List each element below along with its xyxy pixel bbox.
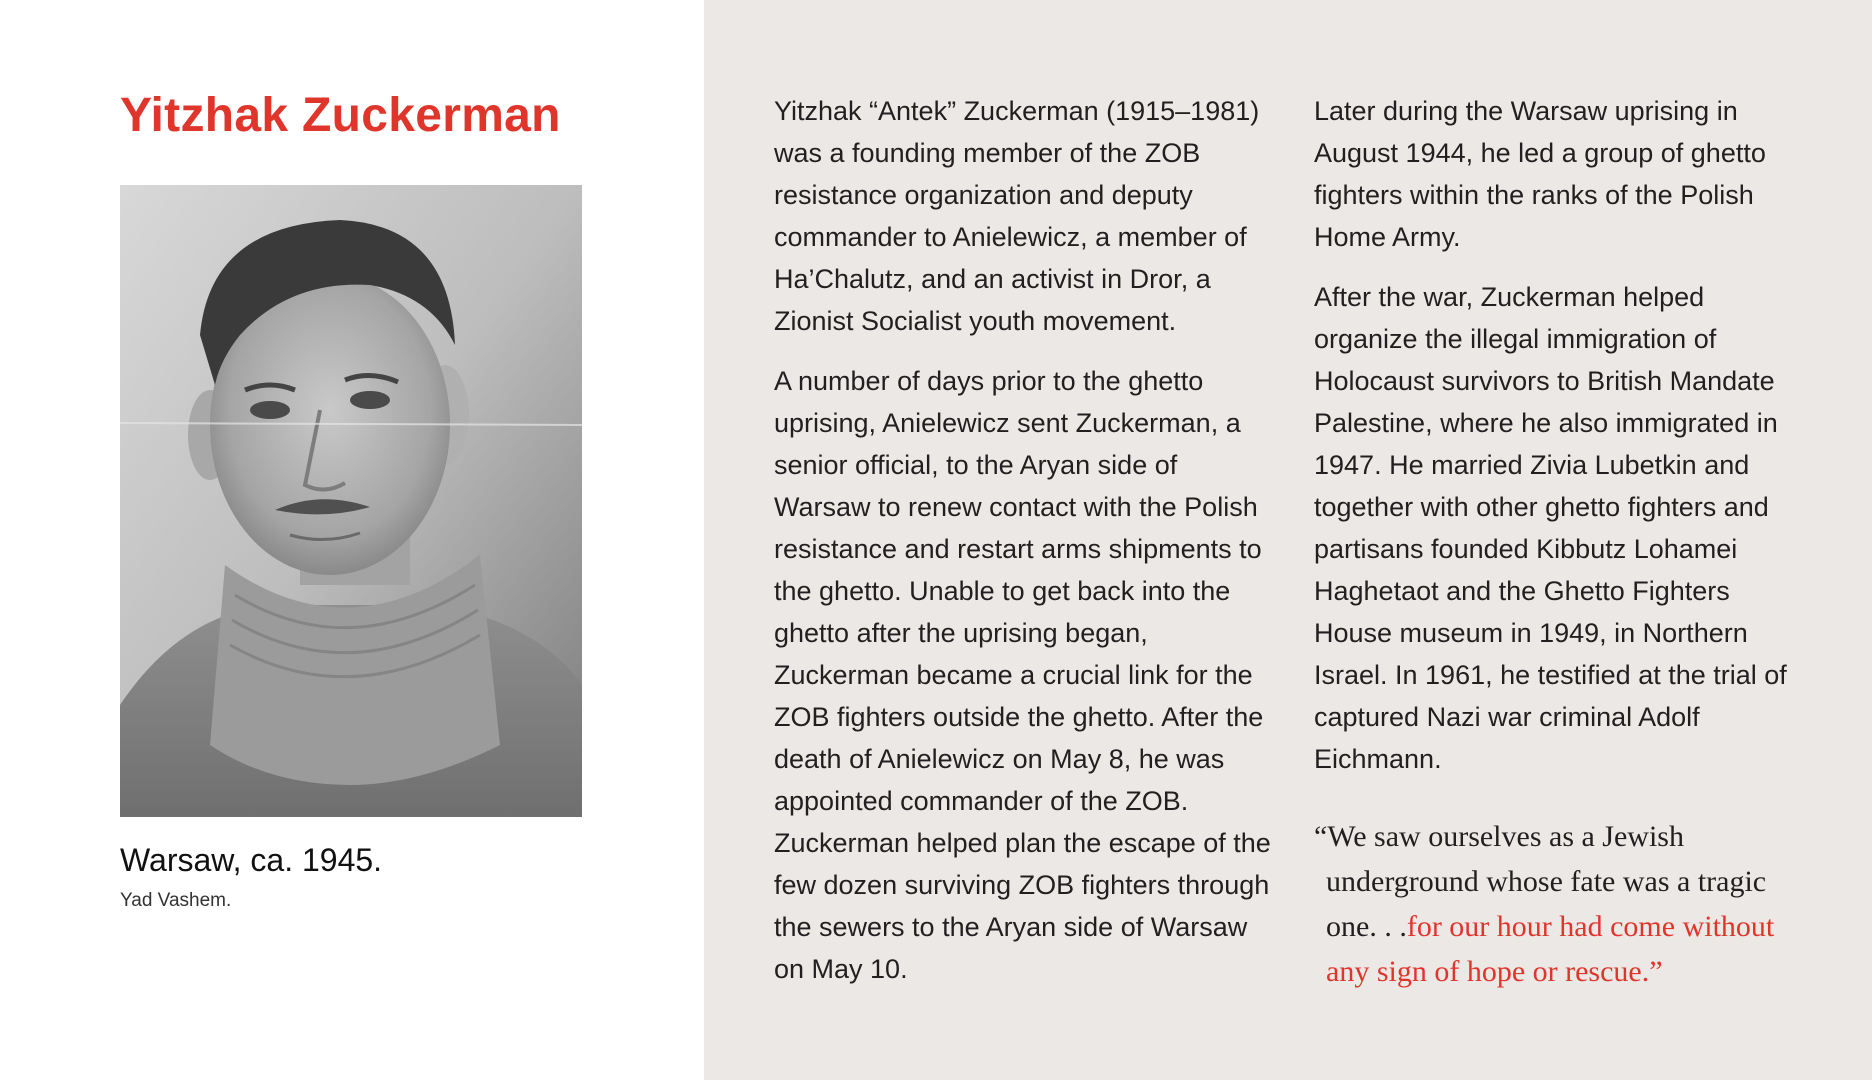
photo-caption: Warsaw, ca. 1945. bbox=[120, 842, 383, 878]
body-paragraph: After the war, Zuckerman helped organize the illegal immigration of Holocaust survivors to British Mandate Palestine, where he also immigrated in 1947. He married Zivia Lubetkin and together with other ghetto fighters and partisans founded Kibbutz Lohamei Haghetaot and the Ghetto Fighters House museum in 1949, in Northern Israel. In 1961, he testified at the trial of captured Nazi war criminal Adolf Eichmann. bbox=[1314, 282, 1787, 774]
body-column-2 bbox=[1314, 90, 1814, 994]
portrait-photo bbox=[120, 185, 582, 817]
body-paragraph: Later during the Warsaw uprising in August 1944, he led a group of ghetto fighters within the ranks of the Polish Home Army. bbox=[1314, 96, 1766, 252]
body-paragraph: Yitzhak “Antek” Zuckerman (1915–1981) was a founding member of the ZOB resistance organization and deputy commander to Anielewicz, a member of Ha’Chalutz, and an activist in Dror, a Zionist Socialist youth movement. bbox=[774, 96, 1260, 336]
quote-highlight: for our hour had come without any sign of hope or rescue.” bbox=[1326, 910, 1775, 988]
page-title: Yitzhak Zuckerman bbox=[120, 89, 561, 142]
pull-quote bbox=[1314, 814, 1814, 994]
body-paragraph: A number of days prior to the ghetto uprising, Anielewicz sent Zuckerman, a senior official, to the Aryan side of Warsaw to renew contact with the Polish resistance and restart arms shipments to the ghetto. Unable to get back into the ghetto after the uprising began, Zuckerman became a crucial link for the ZOB fighters outside the ghetto. After the death of Anielewicz on May 8, he was appointed commander of the ZOB. Zuckerman helped plan the escape of the few dozen surviving ZOB fighters through the sewers to the Aryan side of Warsaw on May 10. bbox=[774, 366, 1271, 984]
left-panel bbox=[0, 0, 704, 1080]
photo-credit: Yad Vashem. bbox=[120, 890, 232, 911]
body-column-1 bbox=[774, 90, 1274, 1008]
quote-text: “We saw ourselves as a Jewish underground whose fate was a tragic one. . . bbox=[1314, 820, 1767, 943]
portrait-image bbox=[120, 185, 582, 817]
